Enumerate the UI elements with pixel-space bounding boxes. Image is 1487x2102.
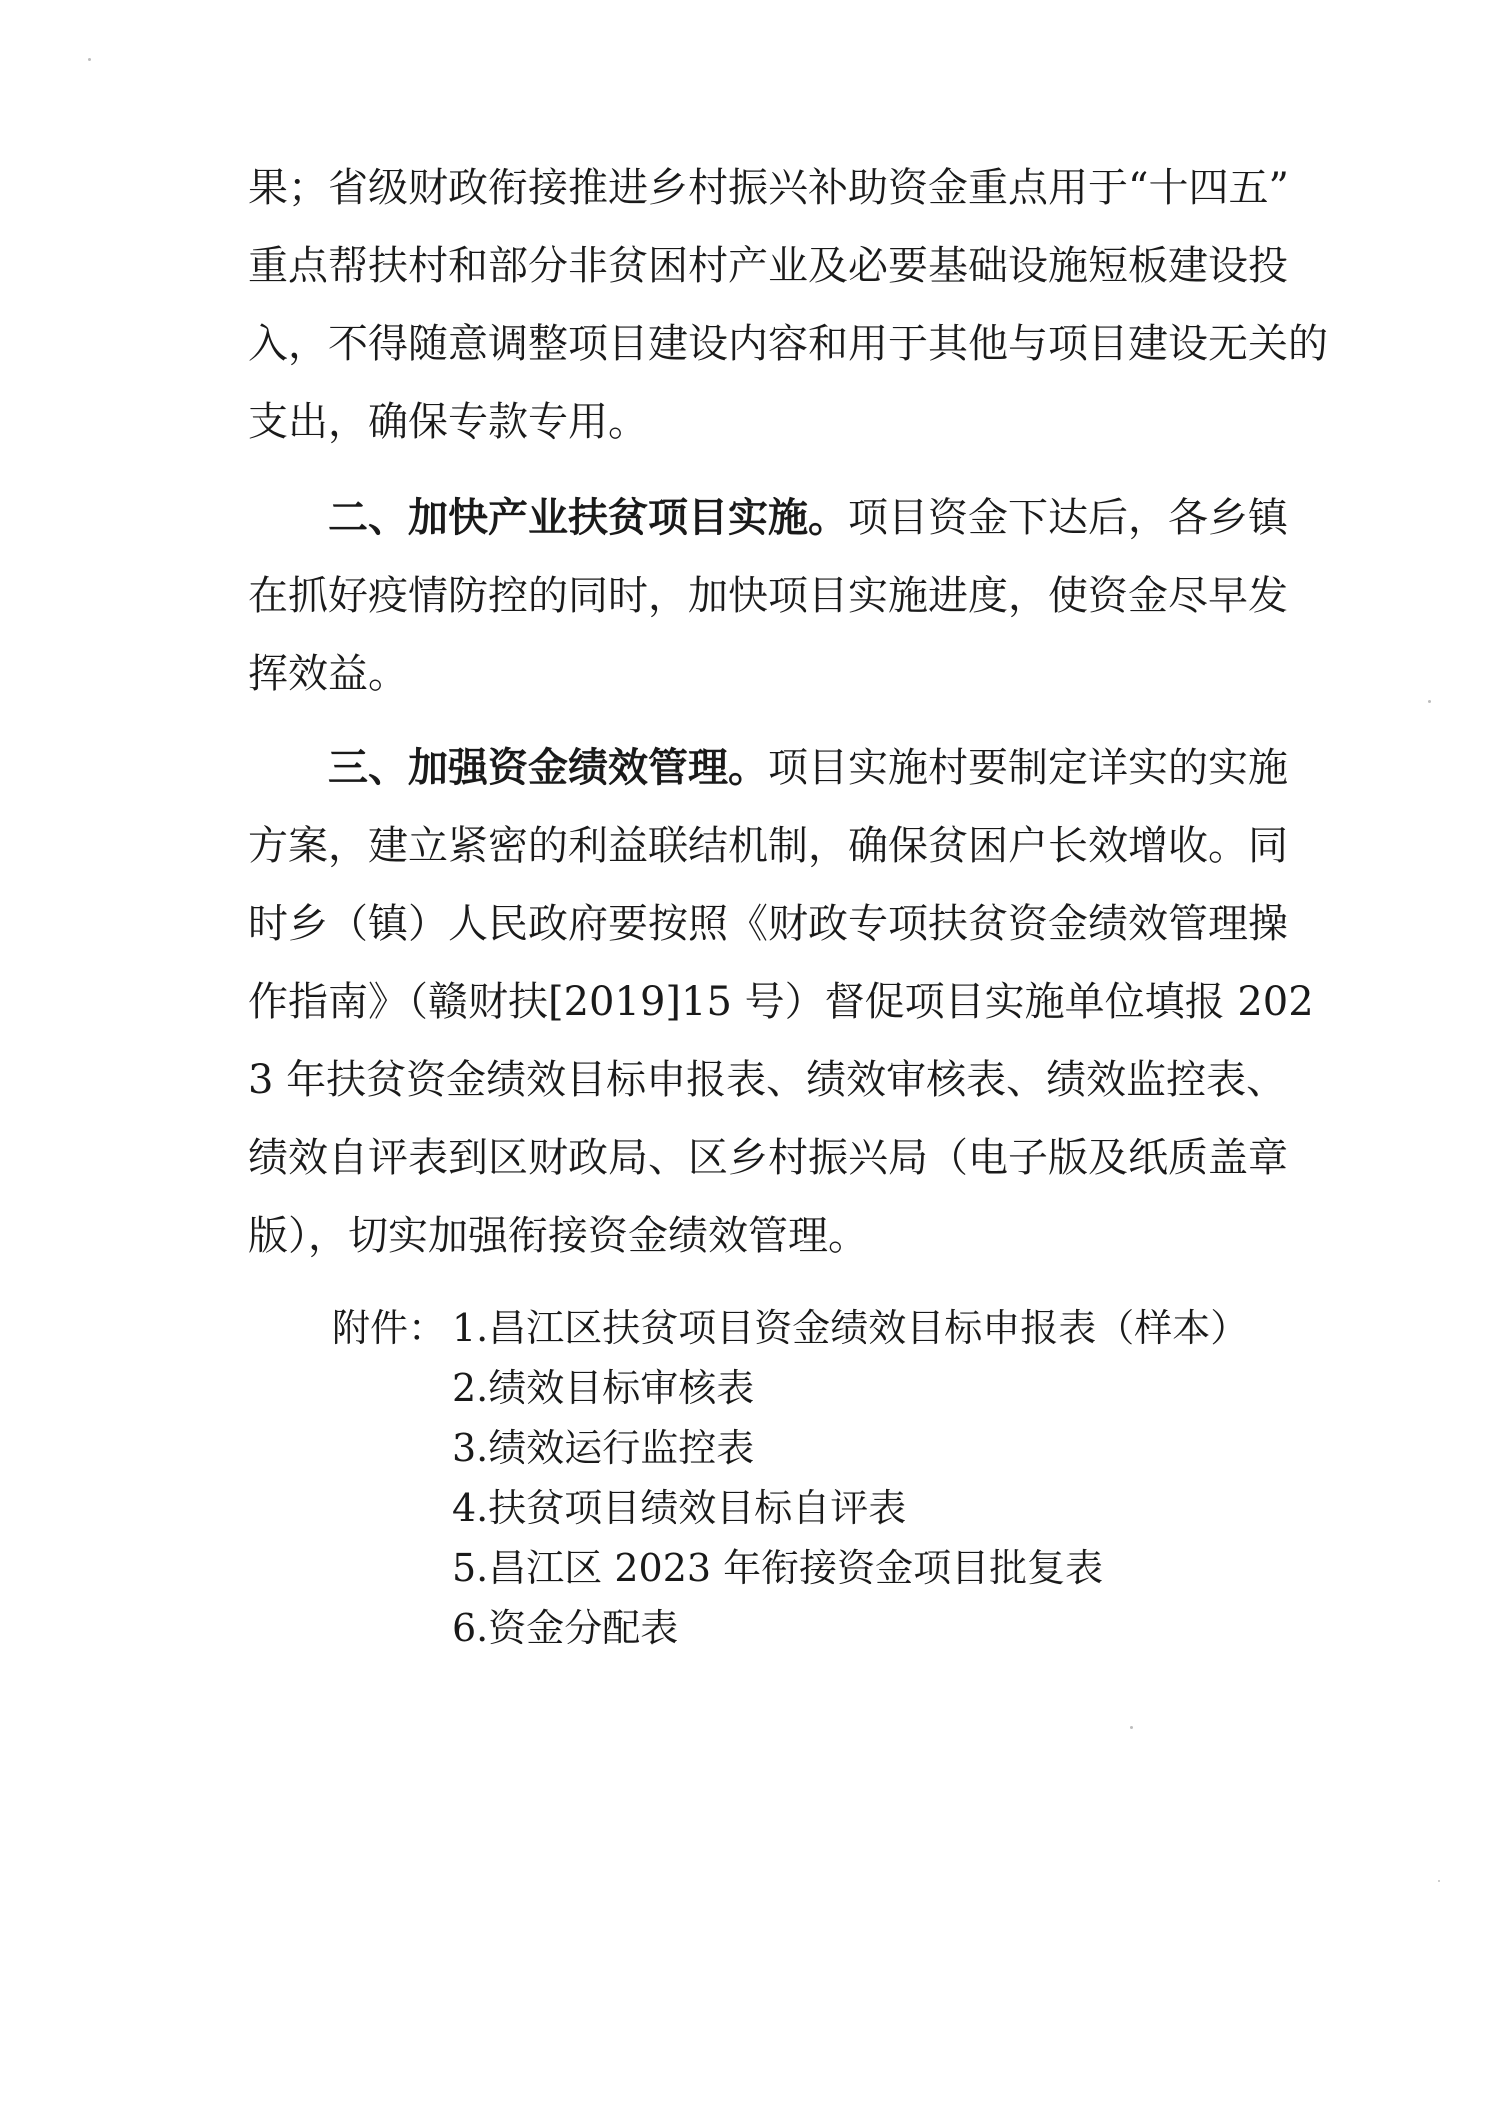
attachment-item: 6.资金分配表: [452, 1606, 679, 1650]
attachment-item: 3.绩效运行监控表: [452, 1426, 755, 1470]
paragraph-line: 重点帮扶村和部分非贫困村产业及必要基础设施短板建设投: [248, 243, 1288, 289]
attachment-item: 5.昌江区 2023 年衔接资金项目批复表: [452, 1546, 1104, 1590]
paragraph-line: 作指南》（赣财扶[2019]15 号）督促项目实施单位填报 202: [248, 979, 1314, 1025]
attachments-label: 附件：: [332, 1306, 447, 1350]
paragraph-line: 3 年扶贫资金绩效目标申报表、绩效审核表、绩效监控表、: [248, 1057, 1287, 1103]
scan-speck: [88, 58, 91, 61]
scan-speck: [1438, 1880, 1440, 1882]
paragraph-line: 时乡（镇）人民政府要按照《财政专项扶贫资金绩效管理操: [248, 901, 1288, 947]
attachment-item: 1.昌江区扶贫项目资金绩效目标申报表（样本）: [452, 1306, 1249, 1350]
paragraph-line: 方案，建立紧密的利益联结机制，确保贫困户长效增收。同: [248, 823, 1288, 869]
paragraph-line: 果；省级财政衔接推进乡村振兴补助资金重点用于“十四五”: [248, 165, 1289, 211]
section-text: 项目资金下达后，各乡镇: [848, 495, 1288, 541]
paragraph-line: 支出，确保专款专用。: [248, 399, 648, 445]
paragraph-line: 挥效益。: [248, 651, 408, 697]
paragraph-line: 绩效自评表到区财政局、区乡村振兴局（电子版及纸质盖章: [248, 1135, 1288, 1181]
section-heading: 三、加强资金绩效管理。: [328, 745, 768, 791]
paragraph-line: 在抓好疫情防控的同时，加快项目实施进度，使资金尽早发: [248, 573, 1288, 619]
paragraph-line: 入，不得随意调整项目建设内容和用于其他与项目建设无关的: [248, 321, 1328, 367]
section-first-line: [328, 740, 1288, 796]
attachment-item: 2.绩效目标审核表: [452, 1366, 755, 1410]
paragraph-line: 版），切实加强衔接资金绩效管理。: [248, 1213, 868, 1259]
scan-speck: [1428, 700, 1431, 703]
section-first-line: [328, 490, 1288, 546]
section-heading: 二、加快产业扶贫项目实施。: [328, 495, 848, 541]
attachment-item: 4.扶贫项目绩效目标自评表: [452, 1486, 907, 1530]
scan-speck: [1130, 1726, 1133, 1729]
section-text: 项目实施村要制定详实的实施: [768, 745, 1288, 791]
